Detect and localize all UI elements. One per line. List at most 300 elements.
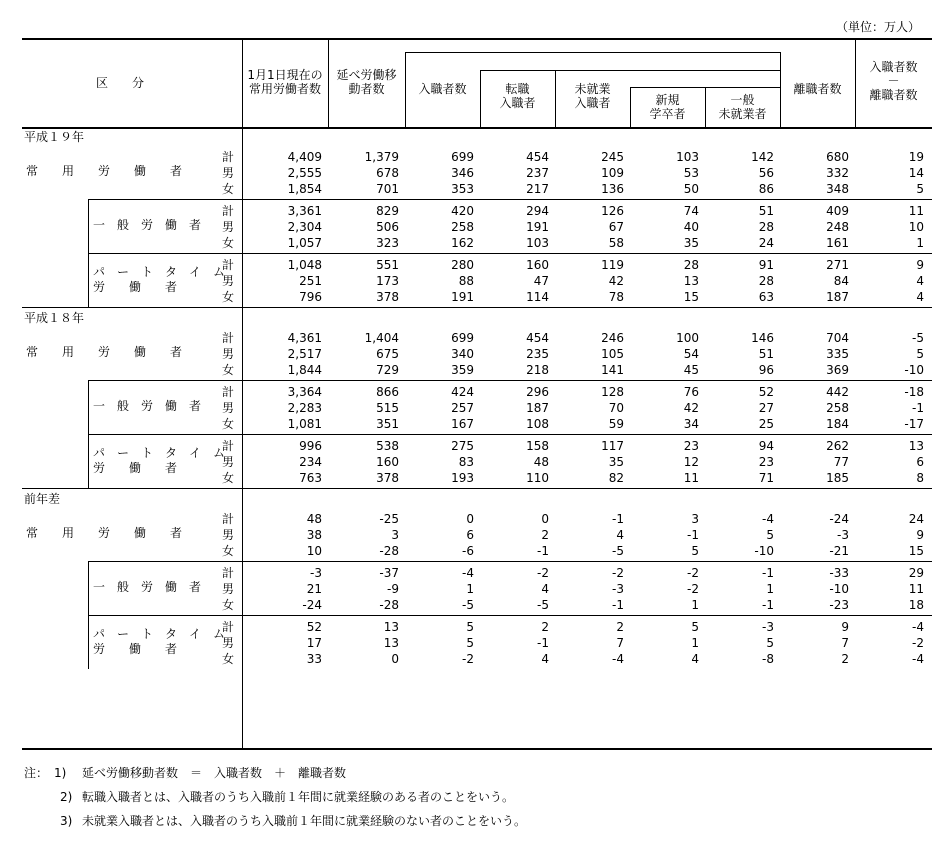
table-cell: 48 (533, 455, 549, 469)
table-cell: 6 (916, 455, 924, 469)
sex-label: 男 (222, 636, 235, 650)
header-hired-minus-separated: 入職者数 － 離職者数 (869, 60, 918, 102)
table-cell: 442 (826, 385, 849, 399)
table-cell: 248 (826, 220, 849, 234)
table-cell: 1,048 (287, 258, 322, 272)
table-cell: 141 (601, 363, 624, 377)
table-cell: 126 (601, 204, 624, 218)
table-cell: 18 (908, 598, 924, 612)
table-cell: -33 (829, 566, 849, 580)
table-cell: 262 (826, 439, 849, 453)
table-cell: 217 (526, 182, 549, 196)
table-cell: 2,304 (287, 220, 322, 234)
rule-line (22, 38, 932, 40)
table-cell: 4 (541, 652, 549, 666)
table-cell: 348 (826, 182, 849, 196)
block-label: パ ー ト タ イ ム (93, 627, 226, 641)
table-cell: 128 (601, 385, 624, 399)
table-cell: 704 (826, 331, 849, 345)
table-cell: -17 (904, 417, 924, 431)
table-cell: 91 (758, 258, 774, 272)
table-cell: 3,364 (287, 385, 322, 399)
block-label: 労 働 者 (93, 461, 178, 475)
table-cell: 160 (376, 455, 399, 469)
table-cell: -23 (829, 598, 849, 612)
block-label: 労 働 者 (93, 642, 178, 656)
table-cell: 5 (916, 182, 924, 196)
table-cell: -8 (762, 652, 774, 666)
table-cell: 167 (451, 417, 474, 431)
table-cell: -24 (302, 598, 322, 612)
table-cell: 59 (608, 417, 624, 431)
table-cell: 2,283 (287, 401, 322, 415)
sex-label: 男 (222, 274, 235, 288)
rule-line (480, 70, 780, 71)
table-cell: 258 (826, 401, 849, 415)
table-cell: 86 (758, 182, 774, 196)
table-cell: 158 (526, 439, 549, 453)
table-cell: 271 (826, 258, 849, 272)
table-cell: 332 (826, 166, 849, 180)
table-cell: 2,555 (287, 166, 322, 180)
table-cell: 9 (841, 620, 849, 634)
table-cell: 28 (758, 220, 774, 234)
table-cell: 23 (683, 439, 699, 453)
table-cell: -4 (912, 652, 924, 666)
table-cell: 185 (826, 471, 849, 485)
sex-label: 男 (222, 220, 235, 234)
table-cell: 1 (466, 582, 474, 596)
table-cell: 4 (541, 582, 549, 596)
sex-label: 女 (222, 236, 235, 250)
block-label: 一 般 労 働 者 (93, 218, 202, 232)
table-cell: 13 (383, 620, 399, 634)
table-cell: 246 (601, 331, 624, 345)
header-non-employed-hired: 未就業 入職者 (574, 82, 611, 110)
table-cell: -9 (387, 582, 399, 596)
rule-line (22, 488, 932, 489)
table-cell: 1,844 (287, 363, 322, 377)
table-cell: 24 (758, 236, 774, 250)
table-cell: 2 (541, 620, 549, 634)
table-cell: 235 (526, 347, 549, 361)
table-cell: 28 (683, 258, 699, 272)
table-cell: 245 (601, 150, 624, 164)
header-hired: 入職者数 (418, 82, 467, 96)
group-title: 平成１８年 (24, 311, 85, 325)
table-cell: 424 (451, 385, 474, 399)
table-cell: 42 (683, 401, 699, 415)
table-cell: -4 (762, 512, 774, 526)
table-cell: 24 (908, 512, 924, 526)
sex-label: 男 (222, 166, 235, 180)
rule-line (88, 561, 932, 562)
table-cell: 187 (826, 290, 849, 304)
table-cell: 119 (601, 258, 624, 272)
table-cell: 54 (683, 347, 699, 361)
table-cell: -2 (687, 582, 699, 596)
table-cell: 94 (758, 439, 774, 453)
rule-line (88, 435, 89, 488)
table-cell: 506 (376, 220, 399, 234)
table-cell: 275 (451, 439, 474, 453)
sex-label: 男 (222, 347, 235, 361)
rule-line (88, 616, 89, 669)
table-cell: 3 (391, 528, 399, 542)
block-label: 一 般 労 働 者 (93, 399, 202, 413)
sex-label: 女 (222, 598, 235, 612)
table-cell: -28 (379, 544, 399, 558)
table-cell: 191 (526, 220, 549, 234)
table-cell: 19 (908, 150, 924, 164)
sex-label: 計 (222, 566, 235, 580)
rule-line (88, 253, 932, 254)
table-cell: 829 (376, 204, 399, 218)
table-cell: 7 (841, 636, 849, 650)
table-cell: 13 (683, 274, 699, 288)
sex-label: 男 (222, 582, 235, 596)
table-cell: 5 (466, 620, 474, 634)
table-cell: -5 (912, 331, 924, 345)
header-new-graduates: 新規 学卒者 (649, 93, 686, 121)
table-cell: 15 (908, 544, 924, 558)
header-job-change-hired: 転職 入職者 (499, 82, 536, 110)
table-cell: 2,517 (287, 347, 322, 361)
table-cell: 162 (451, 236, 474, 250)
table-cell: 70 (608, 401, 624, 415)
table-cell: 258 (451, 220, 474, 234)
table-cell: -1 (762, 598, 774, 612)
table-cell: -6 (462, 544, 474, 558)
note-text: 転職入職者とは、入職者のうち入職前１年間に就業経験のある者のことをいう。 (82, 790, 515, 804)
table-cell: 8 (916, 471, 924, 485)
table-cell: 11 (908, 204, 924, 218)
header-separated: 離職者数 (793, 82, 842, 96)
table-cell: 103 (676, 150, 699, 164)
table-cell: 237 (526, 166, 549, 180)
table-cell: 103 (526, 236, 549, 250)
table-cell: 678 (376, 166, 399, 180)
table-cell: 6 (466, 528, 474, 542)
table-cell: 1 (766, 582, 774, 596)
table-cell: 1,854 (287, 182, 322, 196)
table-cell: 454 (526, 331, 549, 345)
block-label: 一 般 労 働 者 (93, 580, 202, 594)
table-cell: 136 (601, 182, 624, 196)
table-cell: 114 (526, 290, 549, 304)
table-cell: 82 (608, 471, 624, 485)
table-cell: 351 (376, 417, 399, 431)
table-cell: 27 (758, 401, 774, 415)
table-cell: 3 (691, 512, 699, 526)
table-cell: 109 (601, 166, 624, 180)
sex-label: 男 (222, 401, 235, 415)
table-cell: 52 (758, 385, 774, 399)
table-cell: 335 (826, 347, 849, 361)
table-cell: 84 (833, 274, 849, 288)
table-cell: -4 (912, 620, 924, 634)
table-cell: -2 (912, 636, 924, 650)
table-cell: 28 (758, 274, 774, 288)
table-cell: 3,361 (287, 204, 322, 218)
rule-line (88, 380, 932, 381)
table-cell: 56 (758, 166, 774, 180)
sex-label: 計 (222, 258, 235, 272)
table-cell: 35 (608, 455, 624, 469)
table-cell: 161 (826, 236, 849, 250)
table-cell: 4 (616, 528, 624, 542)
sex-label: 女 (222, 290, 235, 304)
rule-line (88, 254, 89, 307)
header-kubun: 区 分 (95, 76, 144, 90)
table-cell: -24 (829, 512, 849, 526)
table-cell: -3 (762, 620, 774, 634)
group-title: 平成１９年 (24, 130, 85, 144)
table-cell: -5 (612, 544, 624, 558)
table-cell: 359 (451, 363, 474, 377)
table-cell: 76 (683, 385, 699, 399)
sex-label: 女 (222, 652, 235, 666)
table-cell: 45 (683, 363, 699, 377)
table-cell: -2 (537, 566, 549, 580)
table-cell: 13 (383, 636, 399, 650)
table-cell: 108 (526, 417, 549, 431)
table-cell: -21 (829, 544, 849, 558)
table-cell: 2 (616, 620, 624, 634)
note-mark: 3) (60, 814, 73, 828)
table-cell: 193 (451, 471, 474, 485)
table-cell: 10 (908, 220, 924, 234)
rule-line (405, 52, 780, 53)
table-cell: 1 (691, 636, 699, 650)
table-cell: -5 (462, 598, 474, 612)
table-cell: 866 (376, 385, 399, 399)
rule-line (630, 87, 780, 88)
table-cell: 4 (916, 274, 924, 288)
table-cell: 1,081 (287, 417, 322, 431)
table-cell: 52 (306, 620, 322, 634)
rule-line (242, 38, 243, 748)
header-total-movers: 延べ労働移 動者数 (336, 68, 397, 96)
table-cell: 35 (683, 236, 699, 250)
rule-line (88, 199, 932, 200)
table-cell: 77 (833, 455, 849, 469)
table-cell: 78 (608, 290, 624, 304)
table-cell: 105 (601, 347, 624, 361)
table-cell: 0 (541, 512, 549, 526)
table-cell: 4,409 (287, 150, 322, 164)
table-cell: 63 (758, 290, 774, 304)
table-cell: 71 (758, 471, 774, 485)
sex-label: 計 (222, 620, 235, 634)
table-cell: 23 (758, 455, 774, 469)
rule-line (88, 434, 932, 435)
table-cell: 88 (458, 274, 474, 288)
table-cell: 454 (526, 150, 549, 164)
table-cell: 13 (908, 439, 924, 453)
table-cell: 234 (299, 455, 322, 469)
rule-line (22, 307, 932, 308)
table-cell: 5 (466, 636, 474, 650)
block-label: 常 用 労 働 者 (26, 164, 183, 178)
table-cell: 110 (526, 471, 549, 485)
table-cell: 96 (758, 363, 774, 377)
sex-label: 女 (222, 471, 235, 485)
table-cell: 5 (766, 528, 774, 542)
sex-label: 計 (222, 150, 235, 164)
table-cell: 14 (908, 166, 924, 180)
table-cell: 50 (683, 182, 699, 196)
table-cell: 699 (451, 331, 474, 345)
table-cell: 1,057 (287, 236, 322, 250)
table-cell: 1 (916, 236, 924, 250)
table-cell: 2 (541, 528, 549, 542)
table-cell: 5 (691, 544, 699, 558)
table-cell: 33 (306, 652, 322, 666)
table-cell: 74 (683, 204, 699, 218)
rule-line (22, 127, 932, 129)
table-cell: 12 (683, 455, 699, 469)
table-cell: 34 (683, 417, 699, 431)
table-cell: 4 (691, 652, 699, 666)
header-regular-workers: 1月1日現在の 常用労働者数 (247, 68, 323, 96)
note-text: 未就業入職者とは、入職者のうち入職前１年間に就業経験のない者のことをいう。 (82, 814, 527, 828)
sex-label: 計 (222, 439, 235, 453)
table-cell: 323 (376, 236, 399, 250)
note-text: 延べ労働移動者数 ＝ 入職者数 ＋ 離職者数 (82, 766, 347, 780)
table-cell: 538 (376, 439, 399, 453)
sex-label: 計 (222, 204, 235, 218)
table-cell: 184 (826, 417, 849, 431)
table-cell: 251 (299, 274, 322, 288)
table-cell: 675 (376, 347, 399, 361)
table-cell: 187 (526, 401, 549, 415)
table-cell: -10 (904, 363, 924, 377)
table-cell: -2 (462, 652, 474, 666)
rule-line (22, 748, 932, 750)
table-cell: 15 (683, 290, 699, 304)
sex-label: 女 (222, 182, 235, 196)
table-cell: -3 (837, 528, 849, 542)
table-cell: -3 (612, 582, 624, 596)
sex-label: 女 (222, 544, 235, 558)
table-cell: 1 (691, 598, 699, 612)
table-cell: 47 (533, 274, 549, 288)
note-mark: 注： 1) (24, 766, 67, 780)
table-cell: 2 (841, 652, 849, 666)
table-cell: -2 (687, 566, 699, 580)
table-cell: 7 (616, 636, 624, 650)
sex-label: 男 (222, 455, 235, 469)
table-cell: 515 (376, 401, 399, 415)
table-cell: 160 (526, 258, 549, 272)
table-cell: 40 (683, 220, 699, 234)
rule-line (88, 615, 932, 616)
table-cell: 5 (766, 636, 774, 650)
table-cell: 378 (376, 471, 399, 485)
table-cell: 729 (376, 363, 399, 377)
table-cell: -1 (612, 512, 624, 526)
rule-line (88, 562, 89, 615)
block-label: 常 用 労 働 者 (26, 526, 183, 540)
rule-line (88, 200, 89, 253)
table-cell: -1 (537, 636, 549, 650)
sex-label: 男 (222, 528, 235, 542)
table-cell: -18 (904, 385, 924, 399)
table-cell: 294 (526, 204, 549, 218)
unit-label: （単位：万人） (836, 20, 921, 34)
block-label: パ ー ト タ イ ム (93, 265, 226, 279)
table-cell: 51 (758, 347, 774, 361)
table-cell: 0 (391, 652, 399, 666)
table-cell: 4,361 (287, 331, 322, 345)
table-cell: 296 (526, 385, 549, 399)
table-cell: 58 (608, 236, 624, 250)
table-cell: 11 (683, 471, 699, 485)
table-cell: 25 (758, 417, 774, 431)
sex-label: 計 (222, 385, 235, 399)
table-cell: -3 (310, 566, 322, 580)
table-cell: 0 (466, 512, 474, 526)
header-general-non-employed: 一般 未就業者 (718, 93, 767, 121)
table-cell: -1 (912, 401, 924, 415)
table-cell: 5 (916, 347, 924, 361)
table-cell: 48 (306, 512, 322, 526)
block-label: パ ー ト タ イ ム (93, 446, 226, 460)
table-cell: -1 (537, 544, 549, 558)
table-cell: 796 (299, 290, 322, 304)
table-cell: -28 (379, 598, 399, 612)
sex-label: 計 (222, 512, 235, 526)
table-cell: -4 (612, 652, 624, 666)
table-cell: 346 (451, 166, 474, 180)
table-cell: -25 (379, 512, 399, 526)
table-cell: 67 (608, 220, 624, 234)
group-title: 前年差 (24, 492, 61, 506)
table-cell: 1,404 (364, 331, 399, 345)
table-cell: 100 (676, 331, 699, 345)
table-cell: 17 (306, 636, 322, 650)
table-cell: 680 (826, 150, 849, 164)
table-cell: 38 (306, 528, 322, 542)
sex-label: 計 (222, 331, 235, 345)
table-cell: 280 (451, 258, 474, 272)
table-cell: 409 (826, 204, 849, 218)
table-cell: -10 (754, 544, 774, 558)
sex-label: 女 (222, 417, 235, 431)
table-cell: -37 (379, 566, 399, 580)
table-cell: 699 (451, 150, 474, 164)
table-cell: 117 (601, 439, 624, 453)
sex-label: 女 (222, 363, 235, 377)
table-cell: 29 (908, 566, 924, 580)
table-cell: -2 (612, 566, 624, 580)
table-cell: 21 (306, 582, 322, 596)
table-cell: 353 (451, 182, 474, 196)
table-cell: 378 (376, 290, 399, 304)
table-cell: 5 (691, 620, 699, 634)
table-cell: -1 (762, 566, 774, 580)
table-cell: 142 (751, 150, 774, 164)
table-cell: 996 (299, 439, 322, 453)
table-cell: 173 (376, 274, 399, 288)
table-cell: 10 (306, 544, 322, 558)
table-cell: 191 (451, 290, 474, 304)
table-cell: -5 (537, 598, 549, 612)
table-cell: -1 (687, 528, 699, 542)
table-cell: 551 (376, 258, 399, 272)
table-cell: 340 (451, 347, 474, 361)
